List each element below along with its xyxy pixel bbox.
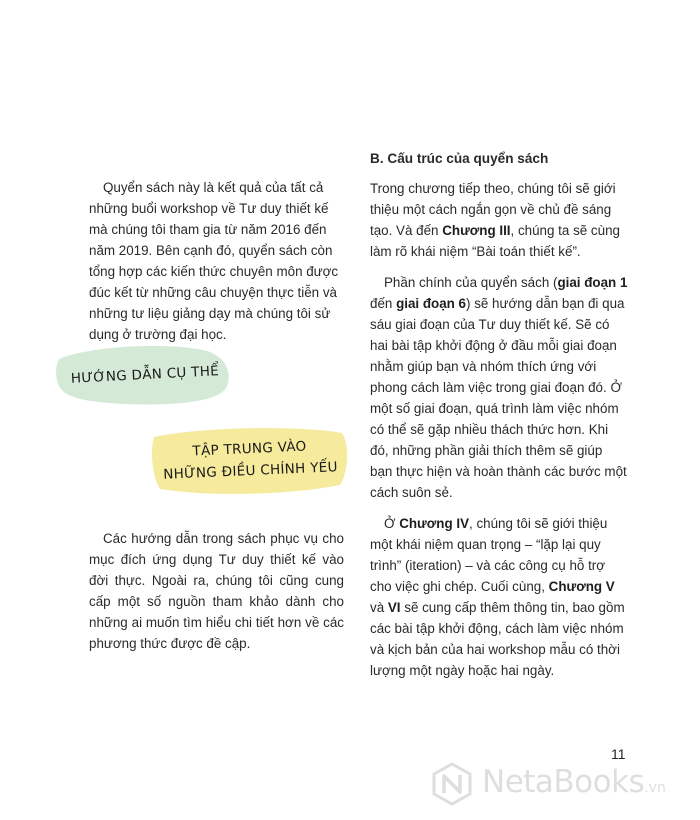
text-run: và [370,600,388,615]
structure-paragraph-3 [370,513,628,681]
guide-text: Các hướng dẫn trong sách phục vụ cho mục đích ứng dụng Tư duy thiết kế vào đời thực. Ngoài ra, chúng tôi cũng cung cấp một số nguồn tham khảo dành cho những ai muốn tìm hiểu chi tiết hơn về các phương thức được đề cập. [89,531,344,651]
label-yellow-line2: NHỮNG ĐIỀU CHÍNH YẾU [162,459,339,483]
guide-paragraph [89,528,344,654]
n-logo-icon [430,762,474,806]
text-run: Trong chương tiếp theo, chúng tôi sẽ giới thiệu một cách ngắn gọn về chủ đề sáng tạo. Và đến [370,181,616,238]
text-run: ) sẽ hướng dẫn bạn đi qua sáu giai đoạn của Tư duy thiết kế. Sẽ có hai bài tập khởi động ở đầu mỗi giai đoạn nhằm giúp bạn và nhóm thích ứng với phong cách làm việc trong giai đoạn đó. Ở một số giai đoạn, quá trình làm việc nhóm có thể sẽ gặp nhiều thách thức hơn. Khi đó, những phần giải thích thêm sẽ giúp bạn thực hiện và hoàn thành các bước một cách suôn sẻ. [370,296,627,500]
text-run: , chúng tôi sẽ giới thiệu một khái niệm quan trọng – “lặp lại quy trình” (iteration) – và các công cụ hỗ trợ cho việc ghi chép. Cuối cùng, [370,516,608,594]
label-yellow-line1: TẬP TRUNG VÀO [192,438,307,460]
watermark [430,760,692,810]
text-run: đến [370,296,397,311]
text-run: sẽ cung cấp thêm thông tin, bao gồm các bài tập khởi động, cách làm việc nhóm và kịch bản của hai workshop mẫu có thời lượng một ngày hoặc hai ngày. [370,600,625,678]
label-green-text: HƯỚNG DẪN CỤ THỂ [70,363,220,387]
bold-run: Chương III [442,223,511,238]
text-run: Ở [384,516,400,531]
bold-run: Chương V [548,579,615,594]
label-tap-trung [150,425,350,497]
section-heading: B. Cấu trúc của quyển sách [370,151,549,166]
watermark-text [482,764,666,800]
watermark-suffix: .vn [644,780,666,796]
structure-section [370,148,628,691]
bold-run: giai đoạn 1 [557,275,628,290]
bold-run: giai đoạn 6 [396,296,467,311]
intro-text: Quyển sách này là kết quả của tất cả những buổi workshop về Tư duy thiết kế mà chúng tôi tham gia từ năm 2016 đến năm 2019. Bên cạnh đó, quyển sách còn tổng hợp các kiến thức chuyên môn được đúc kết từ những câu chuyện thực tiễn và những tư liệu giảng dạy mà chúng tôi sử dụng ở trường đại học. [89,180,339,342]
bold-run: VI [387,600,401,615]
structure-paragraph-1 [370,178,628,262]
page-number: 11 [611,746,626,762]
intro-paragraph [89,177,344,345]
text-run: , chúng ta sẽ cùng làm rõ khái niệm “Bài toán thiết kế”. [370,223,620,259]
text-run: Phần chính của quyển sách ( [384,275,558,290]
label-huong-dan-cu-the [55,340,235,410]
bold-run: Chương IV [399,516,470,531]
watermark-brand: NetaBooks [482,764,645,800]
structure-paragraph-2 [370,272,628,503]
